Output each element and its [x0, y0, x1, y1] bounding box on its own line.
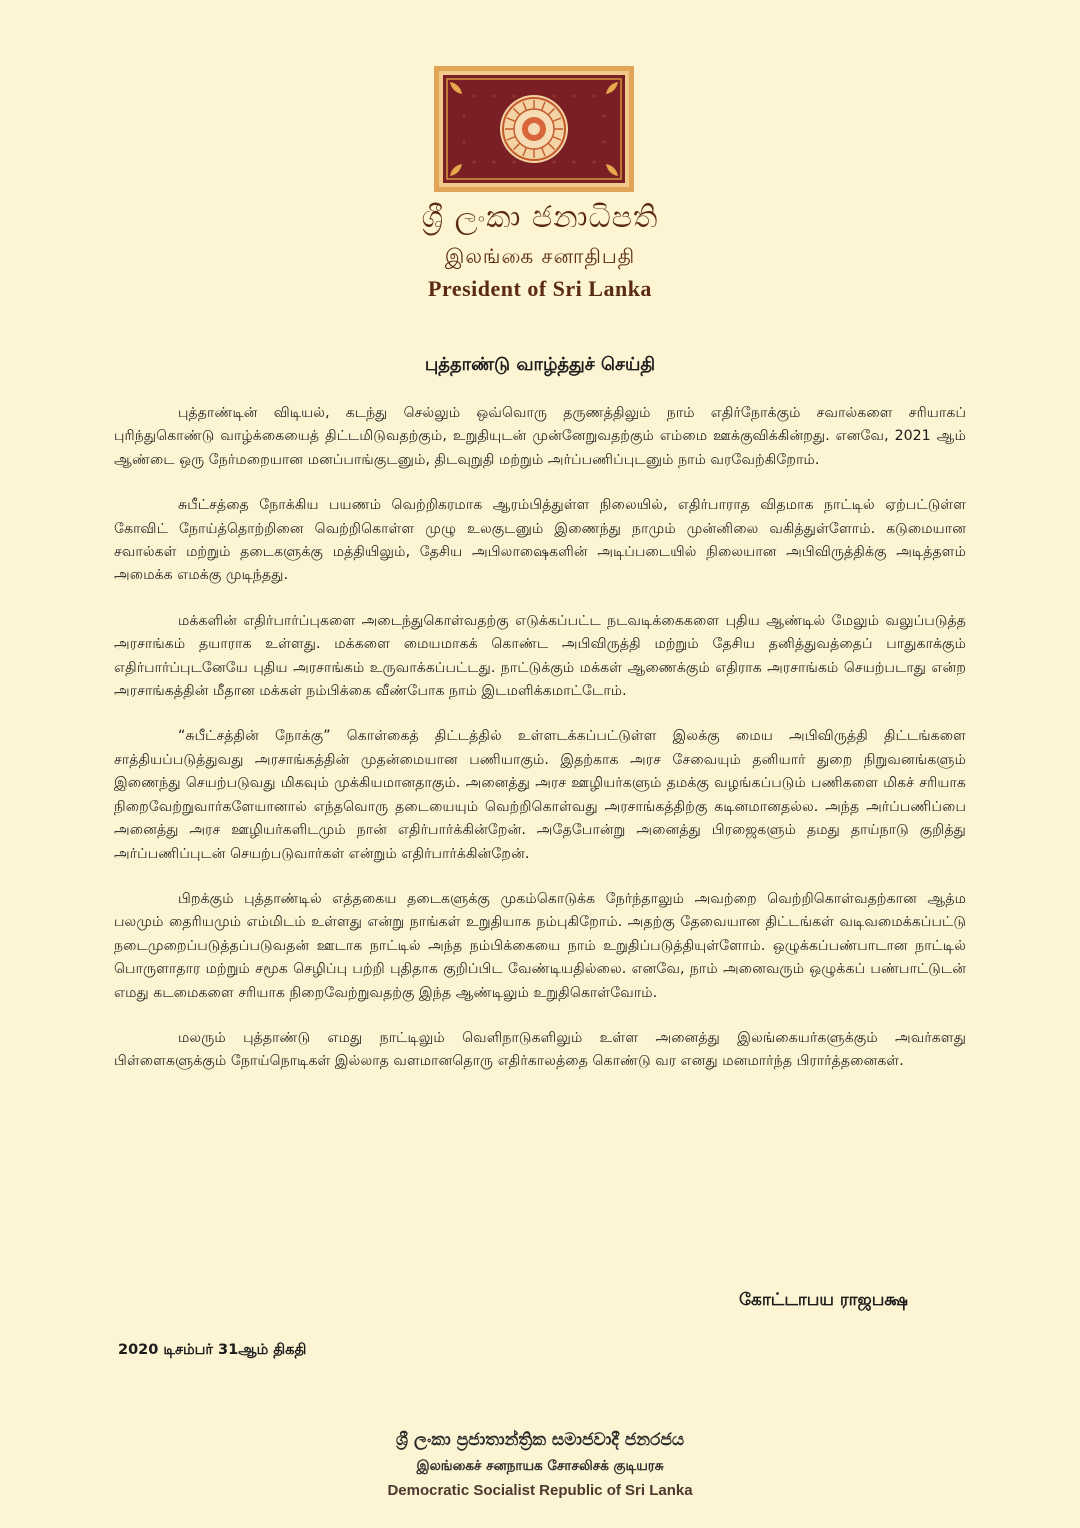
paragraph-5: பிறக்கும் புத்தாண்டில் எத்தகைய தடைகளுக்கு முகம்கொடுக்க நேர்ந்தாலும் அவற்றை வெற்றிகொள்வதற்கான ஆத்ம பலமும் தைரியமும் எம்மிடம் உள்ளது என்று நாங்கள் உறுதியாக நம்புகிறோம். அதற்கு தேவையான திட்டங்கள் வடிவமைக்கப்பட்டு நடைமுறைப்படுத்தப்படுவதன் ஊடாக நாட்டில் அந்த நம்பிக்கையை நாம் உறுதிப்படுத்தியுள்ளோம். ஒழுக்கப்பண்பாடான நாட்டில் பொருளாதார மற்றும் சமூக செழிப்பு பற்றி புதிதாக குறிப்பிட வேண்டியதில்லை. எனவே, நாம் அனைவரும் ஒழுக்கப் பண்பாட்டுடன் எமது கடமைகளை சரியாக நிறைவேற்றுவதற்கு இந்த ஆண்டிலும் உறுதிகொள்வோம். — [114, 890, 966, 1001]
footer-sinhala: ශ්‍රී ලංකා ප්‍රජාතාන්ත්‍රික සමාජවාදී ජනරජය — [395, 1430, 685, 1450]
paragraph-4: “சுபீட்சத்தின் நோக்கு” கொள்கைத் திட்டத்தில் உள்ளடக்கப்பட்டுள்ள இலக்கு மைய அபிவிருத்தி திட்டங்களை சாத்தியப்படுத்துவது அரசாங்கத்தின் முதன்மையான பணியாகும். இதற்காக அரச சேவையும் தனியார் துறை நிறுவனங்களும் இணைந்து செயற்படுவது மிகவும் முக்கியமானதாகும். அனைத்து அரச ஊழியர்களும் தமக்கு வழங்கப்படும் பணிகளை மிகச் சரியாக நிறைவேற்றுவார்களேயானால் எந்தவொரு தடையையும் வெற்றிகொள்வது அரசாங்கத்திற்கு கடினமானதல்ல. அந்த அர்ப்பணிப்பை அனைத்து அரச ஊழியர்களிடமும் நான் எதிர்பார்க்கின்றேன். அதேபோன்று அனைத்து பிரஜைகளும் தமது தாய்நாடு குறித்து அர்ப்பணிப்புடன் செயற்படுவார்கள் என்றும் எதிர்பார்க்கின்றேன். — [114, 728, 966, 862]
letter-date: 2020 டிசம்பர் 31ஆம் திகதி — [118, 1342, 307, 1358]
presidential-flag-emblem — [434, 66, 634, 192]
paragraph-3: மக்களின் எதிர்பார்ப்புகளை அடைந்துகொள்வதற்கு எடுக்கப்பட்ட நடவடிக்கைகளை புதிய ஆண்டில் மேலும் வலுப்படுத்த அரசாங்கம் தயாராக உள்ளது. மக்களை மையமாகக் கொண்ட அபிவிருத்தி மற்றும் தேசிய தனித்துவத்தைப் பாதுகாக்கும் எதிர்பார்ப்புடனேயே புதிய அரசாங்கம் உருவாக்கப்பட்டது. நாட்டுக்கும் மக்கள் ஆணைக்கும் எதிராக அரசாங்கம் செயற்படாது என்ற அரசாங்கத்தின் மீதான மக்கள் நம்பிக்கை வீண்போக நாம் இடமளிக்கமாட்டோம். — [114, 612, 966, 700]
footer-tamil: இலங்கைச் சனநாயக சோசலிசக் குடியரசு — [416, 1458, 664, 1474]
header-sinhala: ශ්‍රී ලංකා ජනාධිපති — [421, 200, 659, 235]
document-title: புத்தாண்டு வாழ்த்துச் செய்தி — [424, 354, 656, 375]
signature-name: கோட்டாபய ராஜபக்ஷ — [738, 1290, 908, 1310]
header-english: President of Sri Lanka — [428, 276, 652, 301]
paragraph-2: சுபீட்சத்தை நோக்கிய பயணம் வெற்றிகரமாக ஆரம்பித்துள்ள நிலையில், எதிர்பாராத விதமாக நாட்டில் ஏற்பட்டுள்ள கோவிட் நோய்த்தொற்றினை வெற்றிகொள்ள முழு உலகுடனும் இணைந்து நாமும் முன்னிலை வகித்துள்ளோம். கடுமையான சவால்கள் மற்றும் தடைகளுக்கு மத்தியிலும், தேசிய அபிலாஷைகளின் அடிப்படையில் நிலையான அபிவிருத்திக்கு அடித்தளம் அமைக்க எமக்கு முடிந்தது. — [114, 497, 966, 584]
paragraph-6: மலரும் புத்தாண்டு எமது நாட்டிலும் வெளிநாடுகளிலும் உள்ள அனைத்து இலங்கையர்களுக்கும் அவர்களது பிள்ளைகளுக்கும் நோய்நொடிகள் இல்லாத வளமானதொரு எதிர்காலத்தை கொண்டு வர எனது மனமார்ந்த பிரார்த்தனைகள். — [114, 1029, 966, 1070]
header-tamil: இலங்கை சனாதிபதி — [444, 244, 636, 268]
letter-body — [114, 402, 966, 1096]
footer-english: Democratic Socialist Republic of Sri Lanka — [387, 1482, 693, 1499]
paragraph-1: புத்தாண்டின் விடியல், கடந்து செல்லும் ஒவ்வொரு தருணத்திலும் நாம் எதிர்நோக்கும் சவால்களை சரியாகப் புரிந்துகொண்டு வாழ்க்கையைத் திட்டமிடுவதற்கும், உறுதியுடன் முன்னேறுவதற்கும் எம்மை ஊக்குவிக்கின்றது. எனவே, 2021 ஆம் ஆண்டை ஒரு நேர்மறையான மனப்பாங்குடனும், திடவுறுதி மற்றும் அர்ப்பணிப்புடனும் நாம் வரவேற்கிறோம். — [114, 405, 966, 468]
